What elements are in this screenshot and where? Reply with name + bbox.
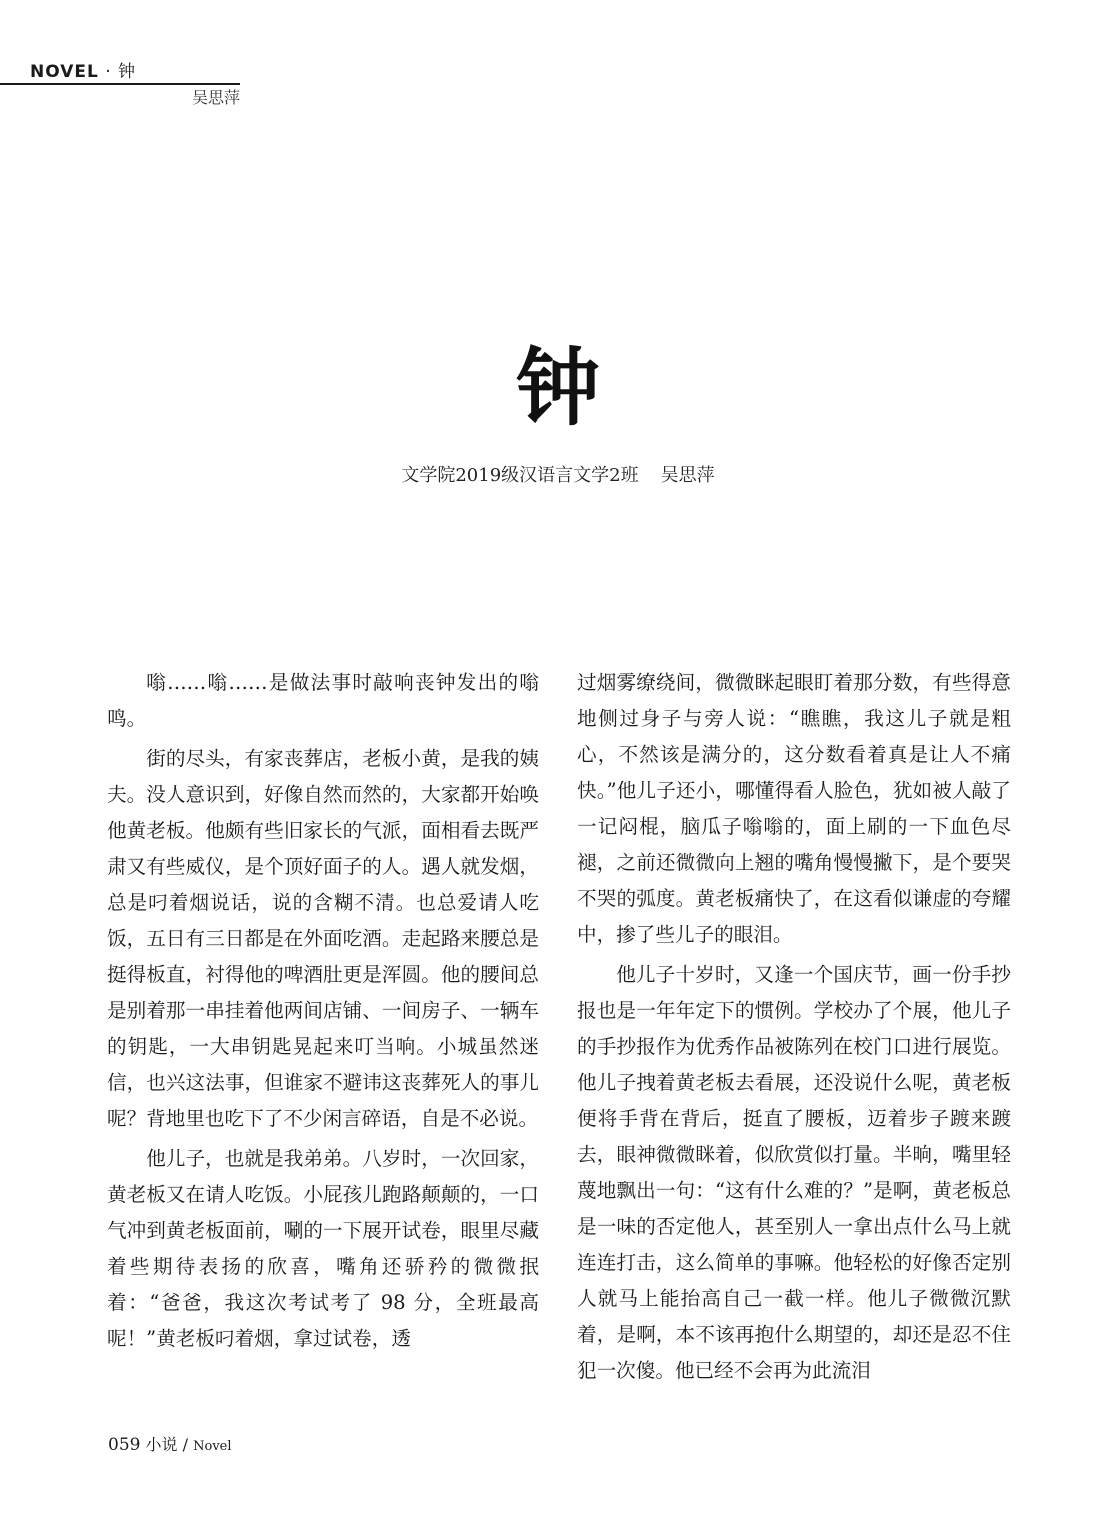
header-section: 钟 [118,62,137,82]
paragraph: 他儿子，也就是我弟弟。八岁时，一次回家，黄老板又在请人吃饭。小屁孩儿跑路颠颠的，一口气冲到黄老板面前，唰的一下展开试卷，眼里尽藏着些期待表扬的欣喜，嘴角还骄矜的微微抿着：“爸爸，我这次考试考了 98 分，全班最高呢！”黄老板叼着烟，拿过试卷，透 [107,1147,539,1350]
paragraph: 街的尽头，有家丧葬店，老板小黄，是我的姨夫。没人意识到，好像自然而然的，大家都开始唤他黄老板。他颇有些旧家长的气派，面相看去既严肃又有些威仪，是个顶好面子的人。遇人就发烟，总是叼着烟说话，说的含糊不清。也总爱请人吃饭，五日有三日都是在外面吃酒。走起路来腰总是挺得板直，衬得他的啤酒肚更是浑圆。他的腰间总是别着那一串挂着他两间店铺、一间房子、一辆车的钥匙，一大串钥匙晃起来叮当响。小城虽然迷信，也兴这法事，但谁家不避讳这丧葬死人的事儿呢？背地里也吃下了不少闲言碎语，自是不必说。 [107,747,539,1130]
footer-section-cn: 小说 [145,1435,178,1454]
paragraph-continued: 过烟雾缭绕间，微微眯起眼盯着那分数，有些得意地侧过身子与旁人说：“瞧瞧，我这儿子就是粗心，不然该是满分的，这分数看着真是让人不痛快。”他儿子还小，哪懂得看人脸色，犹如被人敲了一记闷棍，脑瓜子嗡嗡的，面上刷的一下血色尽褪，之前还微微向上翘的嘴角慢慢撇下，是个要哭不哭的弧度。黄老板痛快了，在这看似谦虚的夸耀中，掺了些儿子的眼泪。 [577,671,1011,946]
paragraph: 嗡……嗡……是做法事时敲响丧钟发出的嗡鸣。 [107,671,539,730]
header-author: 吴思萍 [191,88,240,107]
article-title: 钟 [515,339,600,437]
page-footer [108,1432,232,1460]
header-title-line [30,60,136,84]
byline-author: 吴思萍 [660,465,715,486]
footer-slash: / [182,1435,189,1454]
byline-affiliation: 文学院2019级汉语言文学2班 [401,465,639,486]
header-rule [0,83,240,85]
body-column-right [577,665,1011,1393]
page-number: 059 [108,1435,141,1455]
footer-section-en: Novel [193,1439,232,1454]
byline [0,461,1116,491]
header-kicker: NOVEL [30,62,99,82]
paragraph: 他儿子十岁时，又逢一个国庆节，画一份手抄报也是一年年定下的惯例。学校办了个展，他儿子的手抄报作为优秀作品被陈列在校门口进行展览。他儿子拽着黄老板去看展，还没说什么呢，黄老板便将手背在背后，挺直了腰板，迈着步子踱来踱去，眼神微微眯着，似欣赏似打量。半晌，嘴里轻蔑地飘出一句：“这有什么难的？”是啊，黄老板总是一味的否定他人，甚至别人一拿出点什么马上就连连打击，这么简单的事嘛。他轻松的好像否定别人就马上能抬高自己一截一样。他儿子微微沉默着，是啊，本不该再抱什么期望的，却还是忍不住犯一次傻。他已经不会再为此流泪 [577,963,1011,1382]
header-separator: · [105,62,112,82]
body-column-left [107,665,539,1361]
